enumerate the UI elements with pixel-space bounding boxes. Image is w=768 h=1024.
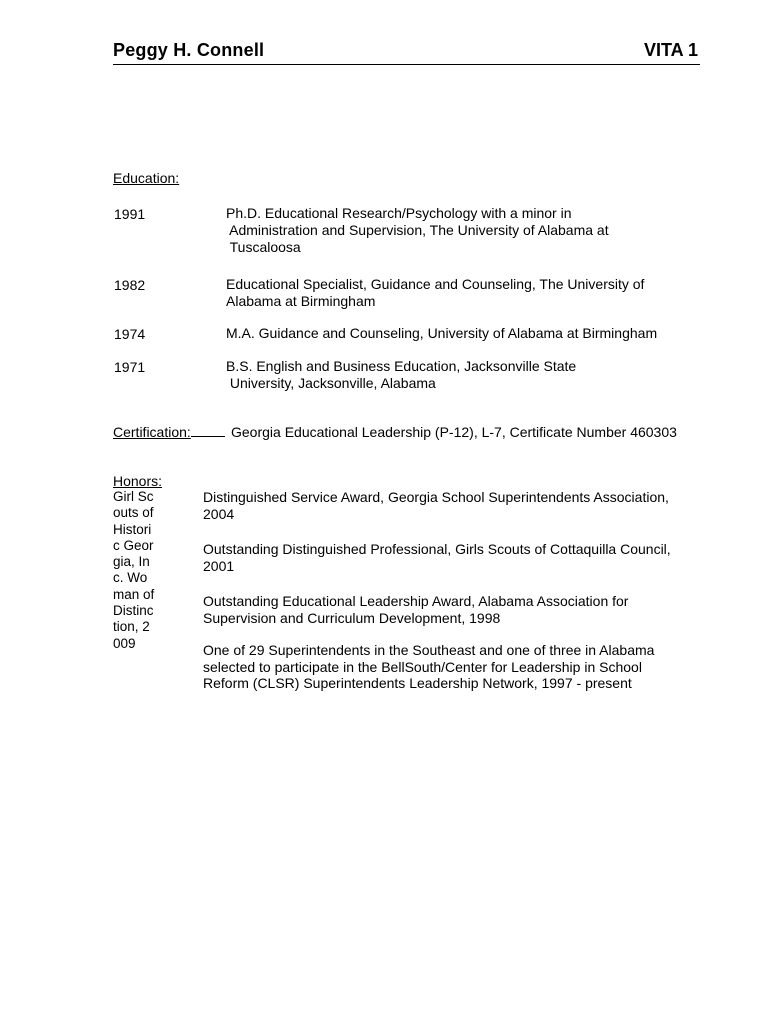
honor-entry bbox=[203, 593, 703, 626]
certification-text: Georgia Educational Leadership (P-12), L-7, Certificate Number 460303 bbox=[231, 424, 677, 440]
education-description bbox=[226, 325, 696, 342]
education-year: 1982 bbox=[114, 277, 146, 293]
education-year: 1971 bbox=[114, 359, 146, 375]
person-name: Peggy H. Connell bbox=[113, 40, 265, 60]
education-line: Alabama at Birmingham bbox=[226, 293, 376, 309]
honor-line: Outstanding Distinguished Professional, Girls Scouts of Cottaquilla Council, bbox=[203, 541, 671, 557]
education-year: 1991 bbox=[114, 206, 146, 222]
honor-entry bbox=[203, 541, 703, 574]
honor-entry bbox=[203, 642, 703, 692]
education-description bbox=[226, 205, 696, 256]
page-header bbox=[113, 40, 700, 65]
honor-line: Supervision and Curriculum Development, 1998 bbox=[203, 609, 501, 626]
honor-line: selected to participate in the BellSouth/Center for Leadership in School bbox=[203, 658, 642, 675]
education-year: 1974 bbox=[114, 326, 146, 342]
honor-line: One of 29 Superintendents in the Southeast and one of three in Alabama bbox=[203, 642, 655, 658]
education-line: Educational Specialist, Guidance and Counseling, The University of bbox=[226, 276, 645, 292]
education-line: Ph.D. Educational Research/Psychology with a minor in bbox=[226, 205, 572, 221]
certification-underline-gap bbox=[191, 424, 225, 437]
education-description bbox=[226, 276, 696, 310]
honor-line: Reform (CLSR) Superintendents Leadership Network, 1997 - present bbox=[203, 675, 632, 691]
education-line: M.A. Guidance and Counseling, University of Alabama at Birmingham bbox=[226, 325, 658, 341]
honor-line: 2004 bbox=[203, 505, 235, 522]
honor-line: Outstanding Educational Leadership Award, Alabama Association for bbox=[203, 593, 629, 609]
certification-label bbox=[113, 424, 225, 440]
education-line: University, Jacksonville, Alabama bbox=[226, 375, 436, 391]
honors-label: Honors: bbox=[113, 473, 163, 489]
vita-page-label: VITA 1 bbox=[643, 40, 698, 60]
honor-line: Distinguished Service Award, Georgia School Superintendents Association, bbox=[203, 489, 669, 505]
honor-entry bbox=[203, 489, 703, 522]
certification-label-text: Certification: bbox=[113, 424, 191, 440]
education-line: Administration and Supervision, The University of Alabama at bbox=[226, 222, 609, 238]
honor-line: 2001 bbox=[203, 557, 235, 574]
honors-side-note: Girl Scouts of Historic Georgia, Inc. Woman of Distinction, 2009 bbox=[113, 489, 155, 651]
education-label: Education: bbox=[113, 170, 180, 186]
education-description bbox=[226, 358, 696, 392]
education-line: B.S. English and Business Education, Jacksonville State bbox=[226, 358, 577, 374]
education-line: Tuscaloosa bbox=[226, 239, 301, 255]
